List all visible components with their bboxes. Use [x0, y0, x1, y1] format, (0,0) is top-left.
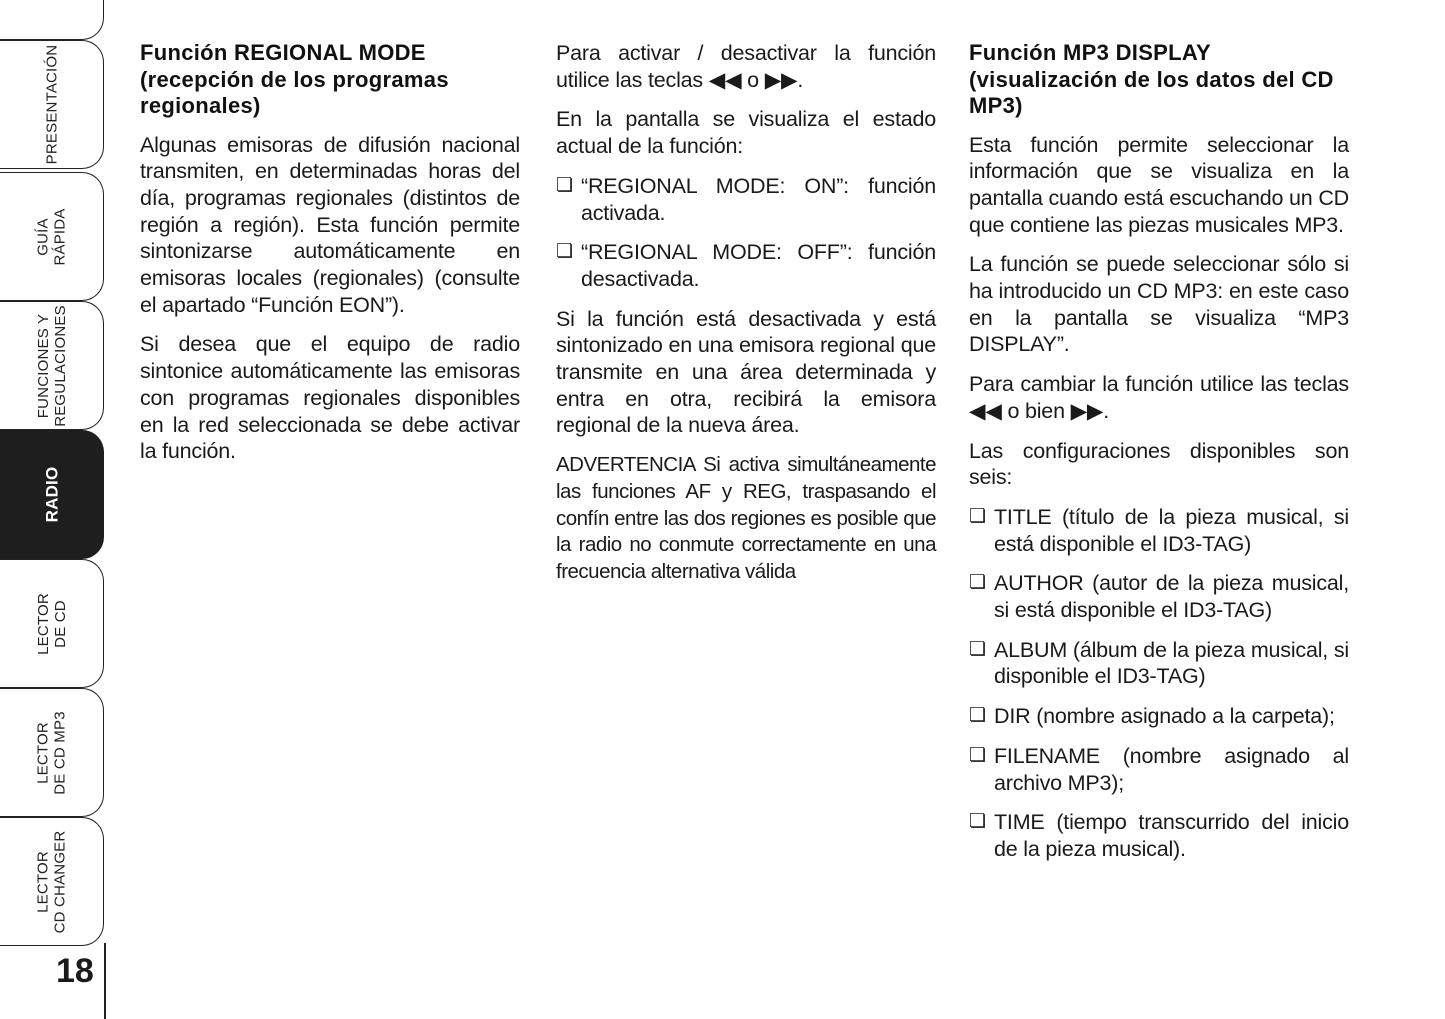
tab-label: RADIO — [42, 466, 61, 523]
bullet-item: ❏ TITLE (título de la pieza musical, si está disponible el ID3-TAG) — [969, 504, 1349, 557]
column-regional-mode — [140, 40, 520, 478]
tab-label: PRESENTACIÓN — [43, 44, 61, 165]
section-title: Función REGIONAL MODE (recepción de los programas regionales) — [140, 40, 449, 118]
tab-label: LECTOR DE CD MP3 — [34, 710, 69, 795]
tab-lector-cd[interactable] — [0, 559, 104, 688]
paragraph: Para activar / desactivar la función utilice las teclas ◀◀ o ▶▶. — [556, 41, 936, 92]
bullet-item: ❏ DIR (nombre asignado a la carpeta); — [969, 703, 1349, 730]
paragraph: Algunas emisoras de difusión nacional transmiten, en determinadas horas del día, programas regionales (distintos de región a región). Esta función permite sintonizarse automáticamente en emisoras locales (regionales) (consulte el apartado “Función EON”). — [140, 132, 520, 317]
page-number: 18 — [56, 952, 94, 990]
tab-top-edge — [0, 0, 104, 40]
paragraph: La función se puede seleccionar sólo si ha introducido un CD MP3: en este caso en la pantalla se visualiza “MP3 DISPLAY”. — [969, 252, 1349, 357]
tab-label: LECTOR DE CD — [34, 592, 69, 655]
bullet-item: ❏ TIME (tiempo transcurrido del inicio de la pieza musical). — [969, 809, 1349, 862]
tab-label: GUÍA RÁPIDA — [34, 207, 69, 266]
paragraph: Esta función permite seleccionar la información que se visualiza en la pantalla cuando está escuchando un CD que contiene las piezas musicales MP3. — [969, 132, 1349, 237]
tab-guia-rapida[interactable] — [0, 172, 104, 301]
tab-label: LECTOR CD CHANGER — [34, 830, 69, 933]
paragraph: Si la función está desactivada y está sintonizado en una emisora regional que transmite en una área determinada y entra en otra, recibirá la emisora regional de la nueva área. — [556, 306, 936, 438]
bullet-item: ❏ FILENAME (nombre asignado al archivo MP3); — [969, 743, 1349, 796]
tab-label: FUNCIONES Y REGULACIONES — [34, 304, 69, 427]
section-tab-index — [0, 0, 106, 1019]
paragraph: Las configuraciones disponibles son seis: — [969, 438, 1349, 490]
paragraph: Si desea que el equipo de radio sintonice automáticamente las emisoras con programas regionales disponibles en la red seleccionada se debe activar la función. — [140, 332, 520, 464]
paragraph: En la pantalla se visualiza el estado actual de la función: — [556, 107, 936, 159]
tab-radio[interactable] — [0, 430, 104, 559]
bullet-item: ❏ “REGIONAL MODE: OFF”: función desactivada. — [556, 239, 936, 292]
column-mp3-display — [969, 40, 1349, 876]
tab-funciones-regulaciones[interactable] — [0, 301, 104, 430]
tab-edge-line — [104, 943, 106, 1019]
bullet-item: ❏ “REGIONAL MODE: ON”: función activada. — [556, 173, 936, 226]
tab-presentacion[interactable] — [0, 40, 104, 169]
bullet-item: ❏ AUTHOR (autor de la pieza musical, si está disponible el ID3-TAG) — [969, 570, 1349, 623]
paragraph: Para cambiar la función utilice las teclas ◀◀ o bien ▶▶. — [969, 372, 1349, 423]
bullet-item: ❏ ALBUM (álbum de la pieza musical, si disponible el ID3-TAG) — [969, 637, 1349, 690]
tab-lector-cd-mp3[interactable] — [0, 688, 104, 817]
tab-lector-cd-changer[interactable] — [0, 817, 104, 946]
warning-note: ADVERTENCIA Si activa simultáneamente las funciones AF y REG, traspasando el confín entre las dos regiones es posible que la radio no conmute correctamente en una frecuencia alternativa válida — [556, 453, 936, 583]
section-title: Función MP3 DISPLAY (visualización de los datos del CD MP3) — [969, 40, 1334, 118]
column-regional-mode-continued — [556, 40, 936, 599]
